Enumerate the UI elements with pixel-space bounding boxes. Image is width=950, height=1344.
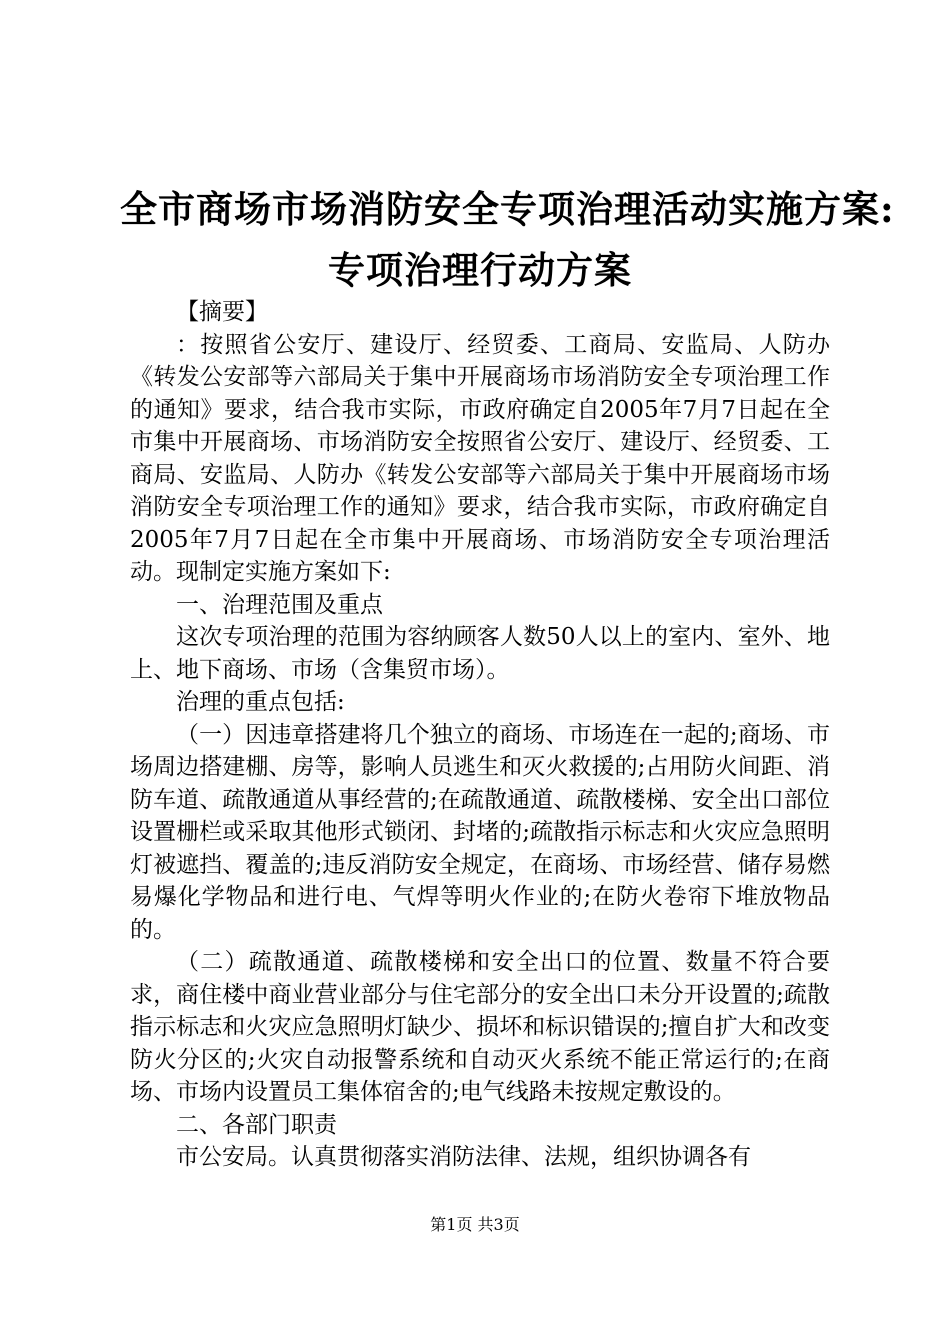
scope-paragraph: 这次专项治理的范围为容纳顾客人数50人以上的室内、室外、地上、地下商场、市场（含集贸市场）。	[130, 624, 830, 683]
page-footer: 第1页 共3页	[430, 1215, 520, 1234]
focus-intro: 治理的重点包括:	[176, 689, 345, 715]
section-heading-2: 二、各部门职责	[176, 1111, 337, 1138]
police-duty-paragraph: 市公安局。认真贯彻落实消防法律、法规，组织协调各有	[176, 1144, 751, 1170]
document-title-line2: 专项治理行动方案	[328, 248, 632, 292]
focus-item-2: （二）疏散通道、疏散楼梯和安全出口的位置、数量不符合要求，商住楼中商业营业部分与住宅部分的安全出口未分开设置的;疏散指示标志和火灾应急照明灯缺少、损坏和标识错误的;擅自扩大和改变防火分区的;火灾自动报警系统和自动灭火系统不能正常运行的;在商场、市场内设置员工集体宿舍的;电气线路未按规定敷设的。	[130, 949, 830, 1105]
document-title-line1: 全市商场市场消防安全专项治理活动实施方案:	[120, 187, 895, 231]
abstract-paragraph: ：按照省公安厅、建设厅、经贸委、工商局、安监局、人防办《转发公安部等六部局关于集中开展商场市场消防安全专项治理工作的通知》要求，结合我市实际，市政府确定自2005年7月7日起在全市集中开展商场、市场消防安全按照省公安厅、建设厅、经贸委、工商局、安监局、人防办《转发公安部等六部局关于集中开展商场市场消防安全专项治理工作的通知》要求，结合我市实际，市政府确定自2005年7月7日起在全市集中开展商场、市场消防安全专项治理活动。现制定实施方案如下:	[130, 331, 830, 585]
document-body	[130, 296, 830, 1174]
focus-item-1: （一）因违章搭建将几个独立的商场、市场连在一起的;商场、市场周边搭建棚、房等，影响人员逃生和灭火救援的;占用防火间距、消防车道、疏散通道从事经营的;在疏散通道、疏散楼梯、安全出口部位设置栅栏或采取其他形式锁闭、封堵的;疏散指示标志和火灾应急照明灯被遮挡、覆盖的;违反消防安全规定，在商场、市场经营、储存易燃易爆化学物品和进行电、气焊等明火作业的;在防火卷帘下堆放物品的。	[130, 721, 830, 943]
section-heading-1: 一、治理范围及重点	[176, 591, 383, 618]
abstract-heading: 【摘要】	[176, 299, 268, 325]
